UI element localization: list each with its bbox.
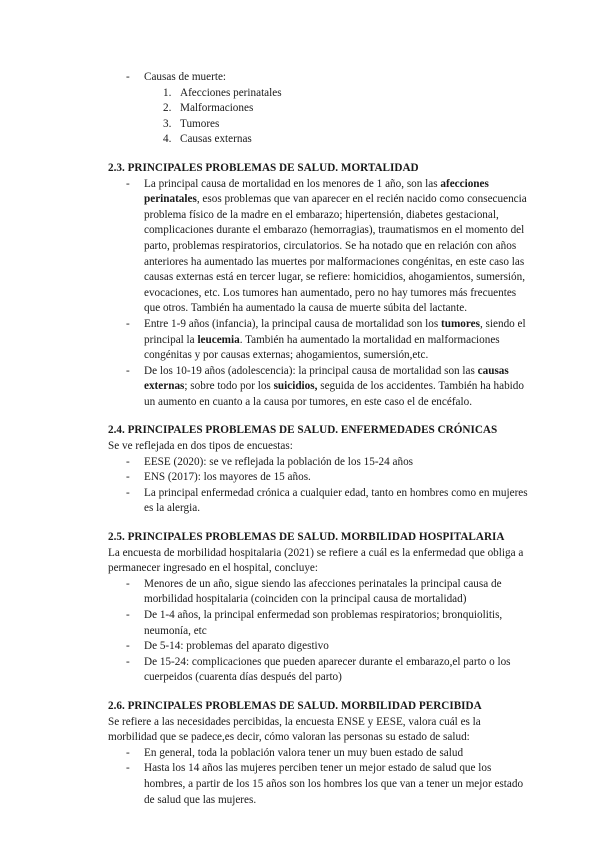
list-item: - En general, toda la población valora tener un muy buen estado de salud [108, 746, 528, 762]
section-lead: Se ve reflejada en dos tipos de encuestas: [108, 440, 293, 453]
list-item: - Entre 1-9 años (infancia), la principal causa de mortalidad son los tumores, siendo el principal la leucemia. También ha aumentado la mortalidad en malformaciones congénitas y por causas externas; ahogamientos, sumersión,etc. [108, 317, 528, 364]
list-item: - Hasta los 14 años las mujeres perciben tener un mejor estado de salud que los hombres, a partir de los 15 años son los hombres los que van a tener un mejor estado de salud que las mujeres. [108, 761, 528, 808]
list-item: - EESE (2020): se ve reflejada la población de los 15-24 años [108, 455, 528, 471]
list-item: 4. Causas externas [163, 133, 252, 146]
list-item: - Menores de un año, sigue siendo las afecciones perinatales la principal causa de morbilidad hospitalaria (coinciden con la principal causa de mortalidad) [108, 577, 528, 608]
list-item: 3. Tumores [163, 117, 220, 130]
cronicas-list [108, 455, 528, 517]
list-item: 1. Afecciones perinatales [163, 86, 282, 99]
list-item: - ENS (2017): los mayores de 15 años. [108, 470, 528, 486]
list-item: - De 5-14: problemas del aparato digestivo [108, 639, 528, 655]
section-heading-cronicas: 2.4. PRINCIPALES PROBLEMAS DE SALUD. ENFERMEDADES CRÓNICAS [108, 424, 498, 437]
list-item: - La principal causa de mortalidad en los menores de 1 año, son las afecciones perinatales, esos problemas que van aparecer en el recién nacido como consecuencia problema físico de la madre en el embarazo; hipertensión, diabetes gestacional, complicaciones durante el embarazo (hemorragias), traumatismos en el momento del parto, problemas respiratorios, circulatorios. Se ha notado que en relación con años anteriores ha aumentado las muertes por malformaciones congénitas, en este caso las causas externas está en tercer lugar, se refiere: homicidios, ahogamientos, sumersión, evocaciones, etc. Los tumores han aumentado, pero no hay tumores más frecuentes que otros. También ha aumentado la causa de muerte súbita del lactante. [108, 177, 528, 317]
list-item: - La principal enfermedad crónica a cualquier edad, tanto en hombres como en mujeres es la alergia. [108, 486, 528, 517]
list-item: - De 1-4 años, la principal enfermedad son problemas respiratorios; bronquiolitis, neumonía, etc [108, 608, 528, 639]
section-lead: La encuesta de morbilidad hospitalaria (2021) se refiere a cuál es la enfermedad que obliga a permanecer ingresado en el hospital, concluye: [108, 546, 524, 575]
section-heading-hospitalaria: 2.5. PRINCIPALES PROBLEMAS DE SALUD. MORBILIDAD HOSPITALARIA [108, 531, 505, 544]
list-item [108, 70, 528, 148]
intro-list [108, 70, 528, 148]
list-item: - De 15-24: complicaciones que pueden aparecer durante el embarazo,el parto o los cuerpeidos (cuarenta días después del parto) [108, 655, 528, 686]
section-heading-mortalidad: 2.3. PRINCIPALES PROBLEMAS DE SALUD. MORTALIDAD [108, 161, 419, 174]
causes-label: Causas de muerte: [144, 71, 227, 83]
causes-numbered-list [108, 86, 528, 148]
list-item: - De los 10-19 años (adolescencia): la principal causa de mortalidad son las causas externas; sobre todo por los suicidios, seguida de los accidentes. También ha habido un aumento en cuanto a la causa por tumores, en este caso el de encéfalo. [108, 364, 528, 411]
document-page [108, 70, 528, 808]
mortalidad-list [108, 177, 528, 411]
section-heading-percibida: 2.6. PRINCIPALES PROBLEMAS DE SALUD. MORBILIDAD PERCIBIDA [108, 699, 482, 712]
section-lead: Se refiere a las necesidades percibidas, la encuesta ENSE y EESE, valora cuál es la morbilidad que se padece,es decir, cómo valoran las personas su estado de salud: [108, 715, 481, 744]
hospitalaria-list [108, 577, 528, 686]
list-item: 2. Malformaciones [163, 102, 254, 115]
percibida-list [108, 746, 528, 808]
